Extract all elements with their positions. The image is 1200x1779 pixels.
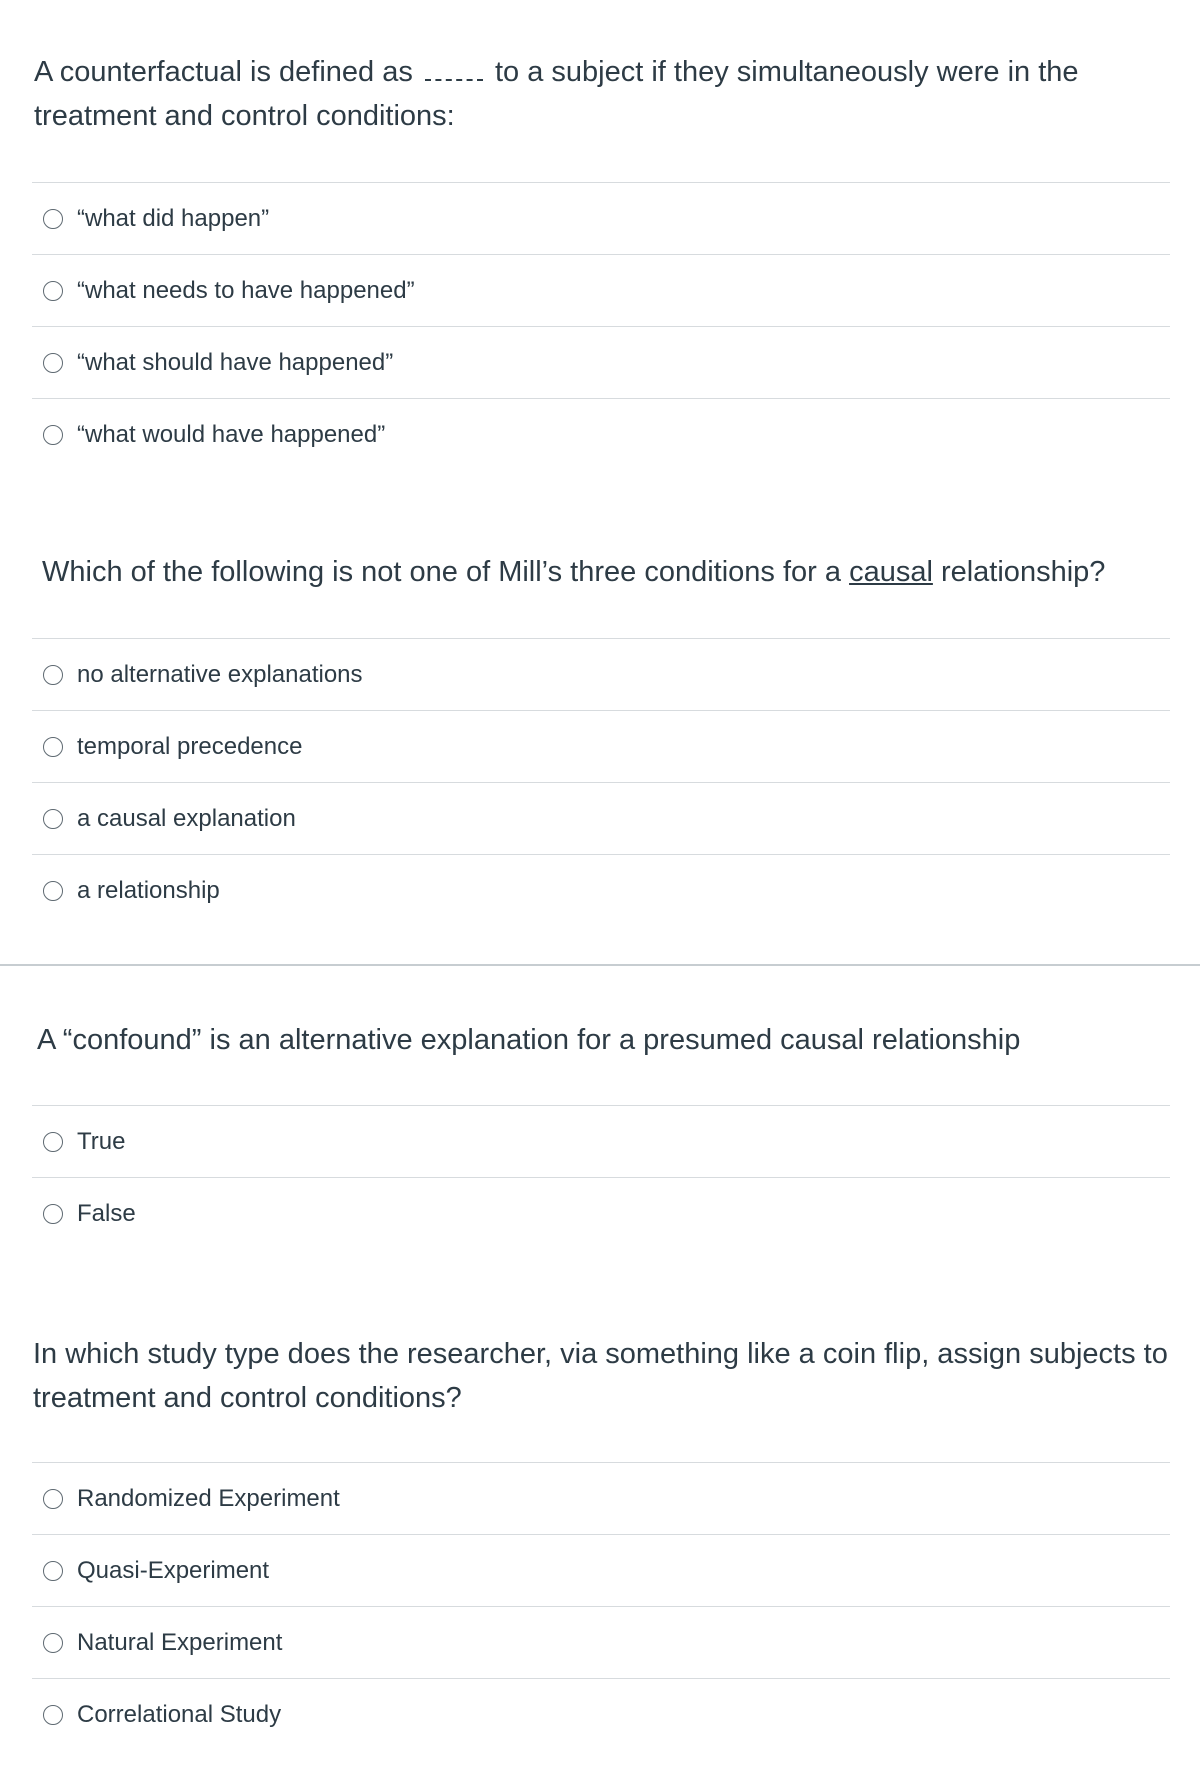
radio-button[interactable]: [43, 1132, 63, 1152]
answer-option[interactable]: [32, 327, 1170, 399]
radio-button[interactable]: [43, 737, 63, 757]
fill-in-blank: [425, 57, 483, 81]
question-1-answers: [32, 182, 1170, 471]
radio-button[interactable]: [43, 809, 63, 829]
radio-button[interactable]: [43, 353, 63, 373]
radio-button[interactable]: [43, 1204, 63, 1224]
answer-label: a relationship: [77, 877, 220, 904]
radio-button[interactable]: [43, 209, 63, 229]
answer-option[interactable]: [32, 1106, 1170, 1178]
answer-option[interactable]: [32, 183, 1170, 255]
answer-label: Natural Experiment: [77, 1628, 283, 1656]
answer-option[interactable]: [32, 783, 1170, 855]
question-2-text-before: Which of the following is not one of Mill’s three conditions for a: [42, 556, 841, 588]
answer-label: Quasi-Experiment: [77, 1556, 270, 1584]
question-3-text: A “confound” is an alternative explanation for a presumed causal relationship: [37, 1024, 1021, 1056]
question-4-text: In which study type does the researcher, via something like a coin flip, assign subjects to treatment and control conditions?: [33, 1338, 1168, 1414]
question-2-text-after: relationship?: [940, 556, 1106, 588]
radio-button[interactable]: [43, 281, 63, 301]
question-2-text: [42, 550, 1182, 594]
question-1-text-after: to a subject if they simultaneously were in the treatment and control conditions:: [34, 56, 1079, 132]
answer-option[interactable]: [32, 399, 1170, 471]
question-4-answers: [32, 1462, 1170, 1751]
answer-option[interactable]: [32, 855, 1170, 927]
answer-label: temporal precedence: [77, 732, 303, 760]
answer-label: “what did happen”: [77, 204, 270, 232]
answer-option[interactable]: [32, 1535, 1170, 1607]
answer-label: False: [77, 1200, 136, 1227]
question-1-text-before: A counterfactual is defined as: [34, 56, 413, 88]
answer-option[interactable]: [32, 1463, 1170, 1535]
question-3-answers: [32, 1105, 1170, 1250]
radio-button[interactable]: [43, 1561, 63, 1581]
answer-label: True: [77, 1127, 126, 1155]
question-2-underlined-word: causal: [849, 556, 933, 588]
answer-label: “what needs to have happened”: [77, 276, 415, 304]
radio-button[interactable]: [43, 1633, 63, 1653]
answer-option[interactable]: [32, 639, 1170, 711]
answer-label: a causal explanation: [77, 804, 296, 832]
answer-label: “what should have happened”: [77, 348, 394, 376]
answer-option[interactable]: [32, 711, 1170, 783]
answer-label: “what would have happened”: [77, 421, 386, 448]
answer-label: Randomized Experiment: [77, 1484, 340, 1512]
answer-label: no alternative explanations: [77, 660, 363, 688]
radio-button[interactable]: [43, 665, 63, 685]
question-2-answers: [32, 638, 1170, 927]
question-divider: [0, 964, 1200, 966]
radio-button[interactable]: [43, 1705, 63, 1725]
radio-button[interactable]: [43, 881, 63, 901]
answer-option[interactable]: [32, 1178, 1170, 1250]
question-1-text: [34, 50, 1134, 138]
answer-label: Correlational Study: [77, 1701, 282, 1728]
answer-option[interactable]: [32, 1679, 1170, 1751]
radio-button[interactable]: [43, 1489, 63, 1509]
answer-option[interactable]: [32, 255, 1170, 327]
radio-button[interactable]: [43, 425, 63, 445]
answer-option[interactable]: [32, 1607, 1170, 1679]
